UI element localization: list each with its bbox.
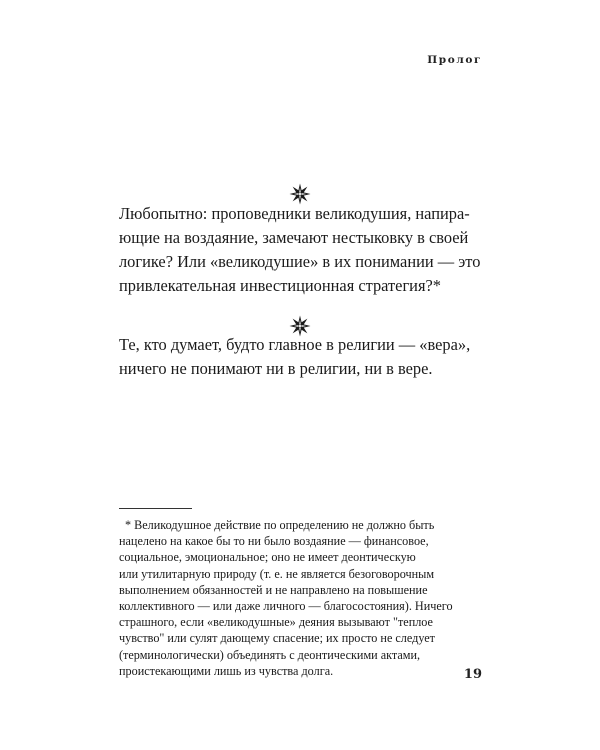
paragraph-line: Любопытно: проповедники великодушия, напира- [119, 204, 470, 223]
paragraph-line: ющие на воздаяние, замечают нестыковку в своей [119, 228, 469, 247]
footnote-line: коллективного — или даже личного — благосостояния). Ничего [119, 599, 453, 614]
footnote-line: (терминологически) объединять с деонтическими актами, [119, 647, 421, 662]
paragraph-line: логике? Или «великодушие» в их понимании — это [119, 252, 481, 271]
footnote-line: чувство" или сулят дающему спасение; их просто не следует [119, 631, 436, 646]
footnote-line: социальное, эмоциональное; оно не имеет деонтическую [119, 550, 416, 565]
page-number: 19 [463, 667, 482, 682]
footnote-line: нацелено на какое бы то ни было воздаяние — финансовое, [119, 534, 429, 549]
paragraph-line: привлекательная инвестиционная стратегия?* [119, 276, 441, 295]
footnote-line: выполнением обязанностей и не направлено на повышение [119, 582, 428, 597]
paragraph-line: Те, кто думает, будто главное в религии — «вера», [119, 335, 471, 354]
footnote-line: проистекающими лишь из чувства долга. [119, 663, 334, 678]
footnote-line: страшного, если «великодушные» деяния вызывают "теплое [119, 615, 433, 630]
footnote-separator [119, 508, 192, 509]
footnote [119, 517, 481, 679]
running-header: Пролог [427, 54, 482, 66]
paragraph-1 [119, 202, 481, 298]
paragraph-line: ничего не понимают ни в религии, ни в вере. [119, 359, 433, 378]
footnote-line: * Великодушное действие по определению не должно быть [125, 518, 435, 532]
paragraph-2 [119, 333, 481, 381]
footnote-line: или утилитарную природу (т. е. не является безоговорочным [119, 566, 435, 581]
